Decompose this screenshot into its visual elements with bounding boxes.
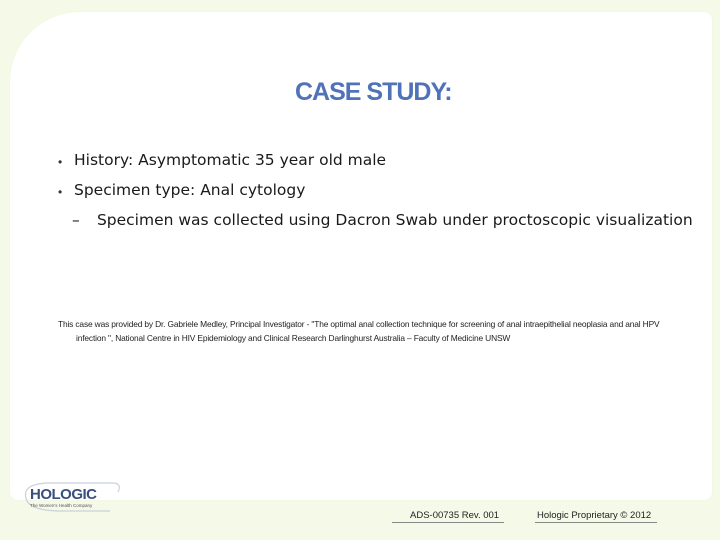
case-credit bbox=[58, 317, 698, 345]
logo-wordmark: HOLOGIC bbox=[30, 486, 97, 503]
proprietary-underline bbox=[535, 522, 657, 523]
sub-bullet-marker: – bbox=[72, 211, 80, 229]
case-credit-line-1: This case was provided by Dr. Gabriele Medley, Principal Investigator - "The optimal anal collection technique for screening of anal intraepithelial neoplasia and anal HPV bbox=[58, 319, 660, 329]
hologic-logo bbox=[18, 480, 126, 514]
sub-bullet-text: Specimen was collected using Dacron Swab under proctoscopic visualization bbox=[96, 211, 693, 229]
bullet-marker: • bbox=[58, 185, 63, 199]
slide-title: CASE STUDY: bbox=[295, 78, 452, 106]
logo-tagline: The Women's Health Company bbox=[30, 503, 93, 508]
bullet-marker: • bbox=[58, 155, 63, 169]
case-credit-line-2: infection ", National Centre in HIV Epidemiology and Clinical Research Darlinghurst Australia – Faculty of Medicine UNSW bbox=[76, 333, 511, 343]
bullet-specimen-type: Specimen type: Anal cytology bbox=[74, 181, 306, 199]
proprietary-notice: Hologic Proprietary © 2012 bbox=[537, 510, 652, 521]
document-id-underline bbox=[392, 522, 504, 523]
document-id: ADS-00735 Rev. 001 bbox=[410, 510, 500, 521]
sub-bullet-collection bbox=[72, 211, 693, 229]
bullet-history: History: Asymptomatic 35 year old male bbox=[74, 151, 387, 169]
